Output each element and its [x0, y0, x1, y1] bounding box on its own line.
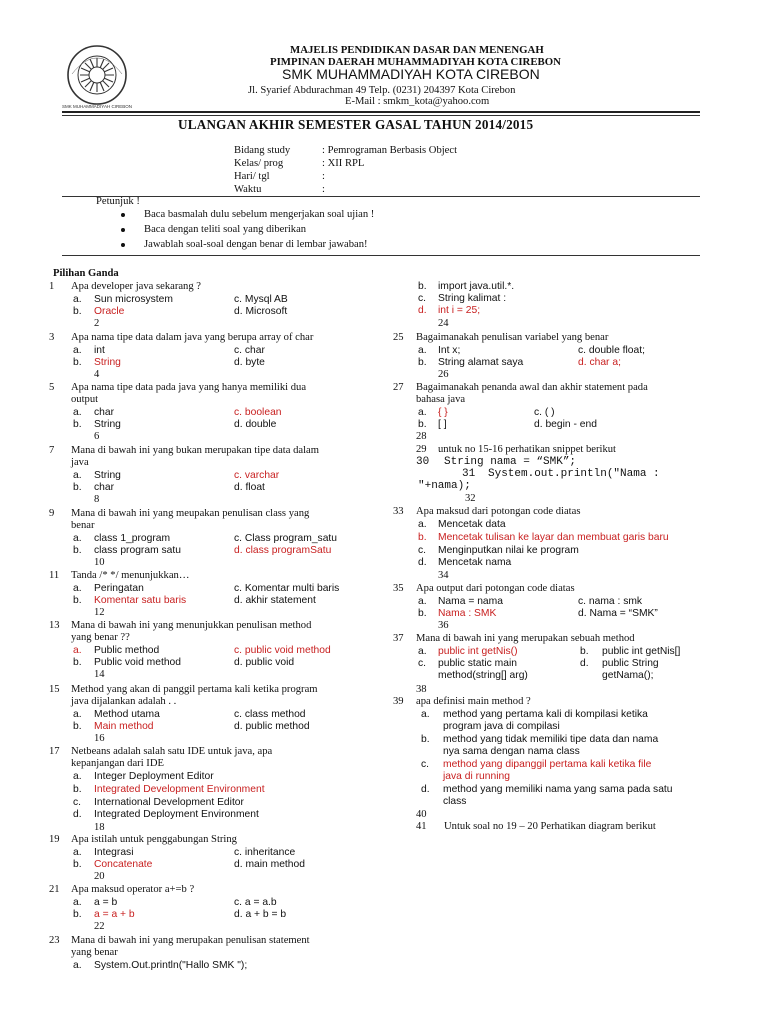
question-number: 41 — [416, 821, 427, 832]
option-letter: b. — [73, 721, 82, 732]
option-letter: c. — [73, 797, 82, 808]
question-text-cont: java dijalankan adalah . . — [71, 696, 177, 707]
option-c: c. Mysql AB — [234, 294, 288, 305]
option-a: Peringatan — [94, 583, 144, 594]
question-text: Bagaimanakah penanda awal dan akhir statement pada — [416, 382, 648, 393]
option-b-answer: Oracle — [94, 306, 125, 317]
instruction-item: Jawablah soal-soal dengan benar di lembar jawaban! — [144, 239, 368, 250]
option-b: public int getNis[] — [602, 646, 681, 657]
option-d: Mencetak nama — [438, 557, 512, 568]
line-number: 16 — [94, 733, 105, 744]
question-text-cont: yang benar — [71, 947, 118, 958]
line-number: 2 — [94, 318, 100, 329]
info-label-day: Hari/ tgl — [234, 171, 270, 182]
info-label-time: Waktu — [234, 184, 262, 195]
school-logo — [62, 40, 132, 110]
option-letter: a. — [73, 709, 82, 720]
option-d: d. public method — [234, 721, 310, 732]
line-number: 24 — [438, 318, 449, 329]
option-a-answer: { } — [438, 407, 448, 418]
option-letter: a. — [418, 519, 427, 530]
option-d-answer: d. char a; — [578, 357, 621, 368]
line-number: 18 — [94, 822, 105, 833]
option-letter: b. — [73, 545, 82, 556]
line-number: 22 — [94, 921, 105, 932]
option-c: c. nama : smk — [578, 596, 643, 607]
info-rule — [62, 196, 700, 197]
option-b-answer: Nama : SMK — [438, 608, 497, 619]
line-number: 40 — [416, 809, 427, 820]
option-letter: a. — [73, 407, 82, 418]
option-c: c. inheritance — [234, 847, 296, 858]
question-text: Mana di bawah ini yang merupakan penulisan statement — [71, 935, 310, 946]
option-b: [ ] — [438, 419, 447, 430]
code-line-number: 30 — [416, 456, 430, 468]
info-value-subject: : Pemrograman Berbasis Object — [322, 145, 458, 156]
option-a: class 1_program — [94, 533, 171, 544]
option-letter: a. — [73, 960, 82, 971]
option-a: Int x; — [438, 345, 461, 356]
option-c-answer-cont: java di running — [443, 771, 510, 782]
line-number: 32 — [465, 493, 476, 504]
option-letter: a. — [73, 583, 82, 594]
option-d: d. main method — [234, 859, 305, 870]
option-a: Sun microsystem — [94, 294, 173, 305]
option-letter: a. — [73, 533, 82, 544]
option-c: c. char — [234, 345, 265, 356]
line-number: 34 — [438, 570, 449, 581]
question-number: 7 — [49, 445, 55, 456]
option-c: c. Class program_satu — [234, 533, 338, 544]
option-letter: a. — [418, 345, 427, 356]
option-letter: b. — [73, 657, 82, 668]
option-a: char — [94, 407, 115, 418]
question-number: 13 — [49, 620, 60, 631]
option-a-cont: program java di compilasi — [443, 721, 560, 732]
option-a: Nama = nama — [438, 596, 503, 607]
question-number: 29 — [416, 444, 427, 455]
line-number: 4 — [94, 369, 100, 380]
option-d: Integrated Deployment Environment — [94, 809, 259, 820]
line-number: 10 — [94, 557, 105, 568]
option-letter: c. — [421, 759, 430, 770]
info-value-class: : XII RPL — [322, 158, 365, 169]
option-d: d. Microsoft — [234, 306, 288, 317]
question-text: Apa output dari potongan code diatas — [416, 583, 575, 594]
info-value-day: : — [322, 171, 325, 182]
option-d: d. public void — [234, 657, 295, 668]
option-d: public String — [602, 658, 659, 669]
option-c: c. Komentar multi baris — [234, 583, 340, 594]
school-email: E-Mail : smkm_kota@yahoo.com — [345, 96, 490, 107]
question-number: 33 — [393, 506, 404, 517]
option-letter-answer: d. — [418, 305, 427, 316]
option-c: c. a = a.b — [234, 897, 277, 908]
info-label-class: Kelas/ prog — [234, 158, 284, 169]
option-d-answer: int i = 25; — [438, 305, 481, 316]
option-letter: b. — [418, 608, 427, 619]
question-number: 11 — [49, 570, 60, 581]
option-letter: b. — [418, 357, 427, 368]
question-number: 35 — [393, 583, 404, 594]
option-b-answer: String — [94, 357, 121, 368]
question-number: 37 — [393, 633, 404, 644]
option-d-cont: class — [443, 796, 467, 807]
option-a: Integrasi — [94, 847, 134, 858]
option-letter: d. — [580, 658, 589, 669]
option-c-answer: method yang dipanggil pertama kali ketika file — [443, 759, 652, 770]
question-text: Mana di bawah ini yang meupakan penulisan class yang — [71, 508, 310, 519]
option-letter-answer: b. — [418, 532, 427, 543]
option-d: d. akhir statement — [234, 595, 316, 606]
option-letter: a. — [73, 847, 82, 858]
question-text: Apa maksud dari potongan code diatas — [416, 506, 581, 517]
question-text: Netbeans adalah salah satu IDE untuk java, apa — [71, 746, 273, 757]
question-number: 19 — [49, 834, 60, 845]
line-number: 8 — [94, 494, 100, 505]
option-letter: b. — [421, 734, 430, 745]
instruction-item: Baca basmalah dulu sebelum mengerjakan soal ujian ! — [144, 209, 375, 220]
question-number: 17 — [49, 746, 60, 757]
option-letter: c. — [418, 545, 427, 556]
option-letter: b. — [73, 306, 82, 317]
line-number: 14 — [94, 669, 105, 680]
info-value-time: : — [322, 184, 325, 195]
option-b-answer: Integrated Development Environment — [94, 784, 265, 795]
option-b: Public void method — [94, 657, 182, 668]
header-rule-bottom — [62, 115, 700, 116]
line-number: 6 — [94, 431, 100, 442]
school-address: Jl. Syarief Abdurachman 49 Telp. (0231) 204397 Kota Cirebon — [248, 85, 516, 96]
option-a: int — [94, 345, 105, 356]
option-b-answer: Komentar satu baris — [94, 595, 187, 606]
question-text: Apa developer java sekarang ? — [71, 281, 202, 292]
option-letter: a. — [418, 646, 427, 657]
question-text: Mana di bawah ini yang menunjukkan penulisan method — [71, 620, 312, 631]
code-line-number: 31 — [462, 468, 476, 480]
question-text: untuk no 15-16 perhatikan snippet berikut — [438, 444, 616, 455]
option-letter: d. — [421, 784, 430, 795]
option-c: public static main — [438, 658, 517, 669]
option-b: class program satu — [94, 545, 181, 556]
option-b: method yang tidak memiliki tipe data dan nama — [443, 734, 659, 745]
option-letter: a. — [73, 771, 82, 782]
section-title: Pilihan Ganda — [53, 268, 119, 279]
option-a: a = b — [94, 897, 118, 908]
line-number: 28 — [416, 431, 427, 442]
school-name: SMK MUHAMMADIYAH KOTA CIREBON — [282, 66, 540, 82]
question-text: Untuk soal no 19 – 20 Perhatikan diagram berikut — [444, 821, 656, 832]
option-letter-answer: a. — [73, 645, 82, 656]
option-c: String kalimat : — [438, 293, 507, 304]
option-d: d. byte — [234, 357, 265, 368]
option-a: method yang pertama kali di kompilasi ketika — [443, 709, 648, 720]
instructions-heading: Petunjuk ! — [96, 196, 140, 207]
question-number: 23 — [49, 935, 60, 946]
option-letter: b. — [73, 419, 82, 430]
question-text: Mana di bawah ini yang bukan merupakan tipe data dalam — [71, 445, 319, 456]
line-number: 38 — [416, 684, 427, 695]
question-text-cont: bahasa java — [416, 394, 466, 405]
option-a: Public method — [94, 645, 160, 656]
option-letter: b. — [73, 784, 82, 795]
question-number: 25 — [393, 332, 404, 343]
option-b: import java.util.*. — [438, 281, 515, 292]
option-c-cont: method(string[] arg) — [438, 670, 528, 681]
option-b-cont: nya sama dengan nama class — [443, 746, 580, 757]
option-letter: a. — [73, 897, 82, 908]
question-number: 9 — [49, 508, 55, 519]
question-text-cont: kepanjangan dari IDE — [71, 758, 164, 769]
option-b-answer: Concatenate — [94, 859, 153, 870]
option-letter: c. — [418, 658, 427, 669]
option-letter: c. — [418, 293, 427, 304]
option-b-answer: Main method — [94, 721, 154, 732]
question-number: 15 — [49, 684, 60, 695]
bullet-icon — [121, 228, 125, 232]
option-letter: d. — [73, 809, 82, 820]
code-line: "+nama); — [418, 480, 471, 492]
option-letter: b. — [73, 595, 82, 606]
question-text-cont: output — [71, 394, 99, 405]
option-c: c. double float; — [578, 345, 645, 356]
option-b: char — [94, 482, 115, 493]
option-c: c. class method — [234, 709, 306, 720]
question-text-cont: yang benar ?? — [71, 632, 130, 643]
bullet-icon — [121, 243, 125, 247]
line-number: 36 — [438, 620, 449, 631]
line-number: 12 — [94, 607, 105, 618]
question-number: 39 — [393, 696, 404, 707]
option-d: d. double — [234, 419, 277, 430]
option-letter: b. — [418, 281, 427, 292]
instruction-item: Baca dengan teliti soal yang diberikan — [144, 224, 307, 235]
option-d-answer: d. class programSatu — [234, 545, 332, 556]
option-letter: a. — [73, 345, 82, 356]
question-text-cont: java — [71, 457, 89, 468]
question-text: apa definisi main method ? — [416, 696, 531, 707]
line-number: 20 — [94, 871, 105, 882]
option-d: d. Nama = “SMK” — [578, 608, 658, 619]
question-number: 21 — [49, 884, 60, 895]
question-text: Mana di bawah ini yang merupakan sebuah method — [416, 633, 635, 644]
option-letter: a. — [73, 294, 82, 305]
code-line: System.out.println("Nama : — [488, 468, 660, 480]
question-number: 5 — [49, 382, 55, 393]
option-a: Mencetak data — [438, 519, 506, 530]
question-number: 3 — [49, 332, 55, 343]
question-text: Bagaimanakah penulisan variabel yang benar — [416, 332, 609, 343]
option-c: c. ( ) — [534, 407, 555, 418]
option-d: d. a + b = b — [234, 909, 287, 920]
option-d-cont: getNama(); — [602, 670, 654, 681]
question-text: Tanda /* */ menunjukkan… — [71, 570, 190, 581]
option-a: Integer Deployment Editor — [94, 771, 214, 782]
instructions-rule — [62, 255, 700, 256]
option-c-answer: c. varchar — [234, 470, 280, 481]
option-letter: b. — [73, 482, 82, 493]
option-d: d. float — [234, 482, 265, 493]
option-letter: a. — [421, 709, 430, 720]
option-c: International Development Editor — [94, 797, 244, 808]
option-letter: b. — [418, 419, 427, 430]
option-a: Method utama — [94, 709, 160, 720]
option-c-answer: c. public void method — [234, 645, 331, 656]
option-c-answer: c. boolean — [234, 407, 282, 418]
option-a: String — [94, 470, 121, 481]
question-number: 1 — [49, 281, 55, 292]
option-letter: b. — [580, 646, 589, 657]
option-letter: a. — [73, 470, 82, 481]
option-letter: b. — [73, 357, 82, 368]
line-number: 26 — [438, 369, 449, 380]
question-number: 27 — [393, 382, 404, 393]
option-letter: d. — [418, 557, 427, 568]
code-line: String nama = “SMK”; — [444, 456, 577, 468]
question-text: Apa istilah untuk penggabungan String — [71, 834, 237, 845]
exam-title: ULANGAN AKHIR SEMESTER GASAL TAHUN 2014/2015 — [178, 117, 534, 132]
header-rule-top — [62, 111, 700, 113]
option-a: System.Out.println("Hallo SMK "); — [94, 960, 248, 971]
option-d: d. begin - end — [534, 419, 597, 430]
option-b: String alamat saya — [438, 357, 524, 368]
logo-text: SMK MUHAMMADIYAH CIREBON — [62, 104, 132, 109]
header-line1: MAJELIS PENDIDIKAN DASAR DAN MENENGAH — [290, 44, 544, 56]
question-text-cont: benar — [71, 520, 95, 531]
option-letter: b. — [73, 909, 82, 920]
option-b: String — [94, 419, 121, 430]
bullet-icon — [121, 213, 125, 217]
question-text: Apa nama tipe data dalam java yang berupa array of char — [71, 332, 314, 343]
option-c: Menginputkan nilai ke program — [438, 545, 579, 556]
option-b-answer: a = a + b — [94, 909, 135, 920]
option-letter: a. — [418, 407, 427, 418]
option-b-answer: Mencetak tulisan ke layar dan membuat garis baru — [438, 532, 669, 543]
question-text: Method yang akan di panggil pertama kali ketika program — [71, 684, 318, 695]
option-letter: a. — [418, 596, 427, 607]
info-label-subject: Bidang study — [234, 145, 291, 156]
option-letter: b. — [73, 859, 82, 870]
option-a-answer: public int getNis() — [438, 646, 518, 657]
question-text: Apa nama tipe data pada java yang hanya memiliki dua — [71, 382, 307, 393]
header-line2: PIMPINAN DAERAH MUHAMMADIYAH KOTA CIREBON — [270, 56, 561, 68]
question-text: Apa maksud operator a+=b ? — [71, 884, 195, 895]
option-d: method yang memiliki nama yang sama pada satu — [443, 784, 673, 795]
